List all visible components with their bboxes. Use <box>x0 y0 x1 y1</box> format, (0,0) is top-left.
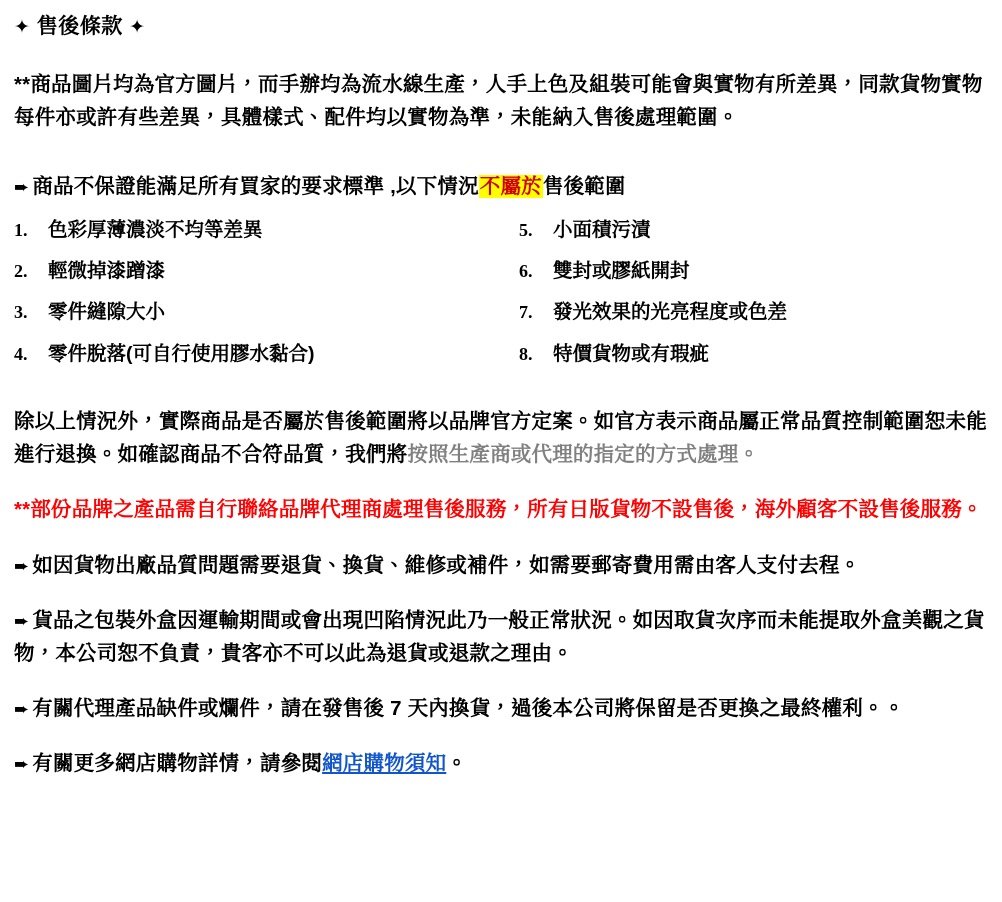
list-item-label: 發光效果的光亮程度或色差 <box>553 301 788 324</box>
policy-paragraph-grey: 按照生產商或代理的指定的方式處理。 <box>407 443 760 467</box>
arrow-right-icon: ➨ <box>14 754 30 775</box>
document-page <box>0 10 1002 902</box>
list-item-label: 雙封或膠紙開封 <box>553 259 690 282</box>
list-item-number: 3. <box>14 302 28 323</box>
list-item-number: 7. <box>519 302 533 323</box>
list-item-number: 6. <box>519 260 533 281</box>
bullet-paragraph-3 <box>14 692 988 725</box>
list-item <box>14 300 501 325</box>
scope-line <box>14 170 988 203</box>
arrow-right-icon: ➨ <box>14 699 30 720</box>
bullet-paragraph-4 <box>14 747 988 780</box>
list-item <box>519 259 988 284</box>
page-title-text: 售後條款 <box>36 15 123 38</box>
list-item-number: 4. <box>14 343 28 364</box>
bullet-text: 有關代理產品缺件或爛件，請在發售後 7 天內換貨，過後本公司將保留是否更換之最終權利。。 <box>32 697 905 721</box>
list-item <box>519 218 988 243</box>
list-item-number: 2. <box>14 260 28 281</box>
list-item-label: 色彩厚薄濃淡不均等差異 <box>48 218 263 241</box>
list-item-label: 零件脫落(可自行使用膠水黏合) <box>48 342 315 365</box>
arrow-right-icon: ➨ <box>14 610 30 631</box>
policy-paragraph <box>14 405 988 471</box>
list-item-number: 1. <box>14 219 28 240</box>
bullet-paragraph-2 <box>14 604 988 670</box>
list-item <box>519 342 988 367</box>
scope-line-part1: 商品不保證能滿足所有買家的要求標準 ,以下情況 <box>32 175 479 199</box>
scope-highlight: 不屬於 <box>479 175 542 199</box>
last-bullet-suffix: 。 <box>446 752 468 776</box>
exclusion-lists <box>14 218 988 383</box>
policy-paragraph-part1: 除以上情況外，實際商品是否屬於售後範圍將以品牌官方定案。如官方表示商品屬正常品質控制範圍恕未能進行退換。如確認商品不合符品質，我們將 <box>14 409 987 467</box>
list-item <box>14 259 501 284</box>
star-icon-right: ✦ <box>129 17 146 38</box>
last-bullet-prefix: 有關更多網店購物詳情，請參閱 <box>32 752 323 776</box>
intro-paragraph: **商品圖片均為官方圖片，而手辦均為流水線生產，人手上色及組裝可能會與實物有所差異，同款貨物實物每件亦或許有些差異，具體樣式、配件均以實物為準，未能納入售後處理範圍。 <box>14 73 983 130</box>
arrow-right-icon: ➨ <box>14 177 30 198</box>
list-item <box>519 300 988 325</box>
scope-line-part2: 售後範圍 <box>542 175 626 199</box>
list-item <box>14 342 501 367</box>
list-item-label: 輕微掉漆蹭漆 <box>48 259 166 282</box>
list-item-number: 5. <box>519 219 533 240</box>
bullet-text: 如因貨物出廠品質問題需要退貨、換貨、維修或補件，如需要郵寄費用需由客人支付去程。 <box>32 553 861 577</box>
page-title <box>14 10 1002 40</box>
list-item-number: 8. <box>519 343 533 364</box>
list-item <box>14 218 501 243</box>
bullet-text: 貨品之包裝外盒因運輸期間或會出現凹陷情況此乃一般正常狀況。如因取貨次序而未能提取外盒美觀之貨物，本公司恕不負責，貴客亦不可以此為退貨或退款之理由。 <box>14 608 985 665</box>
list-item-label: 零件縫隙大小 <box>48 301 166 324</box>
list-item-label: 特價貨物或有瑕疵 <box>553 342 710 365</box>
exclusion-list-right <box>501 218 988 383</box>
shopping-guide-link[interactable]: 網店購物須知 <box>322 752 447 776</box>
exclusion-list-left <box>14 218 501 383</box>
red-warning-paragraph: **部份品牌之產品需自行聯絡品牌代理商處理售後服務，所有日版貨物不設售後，海外顧客不設售後服務。 <box>14 498 983 522</box>
list-item-label: 小面積污漬 <box>553 218 651 241</box>
arrow-right-icon: ➨ <box>14 555 30 576</box>
star-icon-left: ✦ <box>14 17 31 38</box>
bullet-paragraph-1 <box>14 549 988 582</box>
